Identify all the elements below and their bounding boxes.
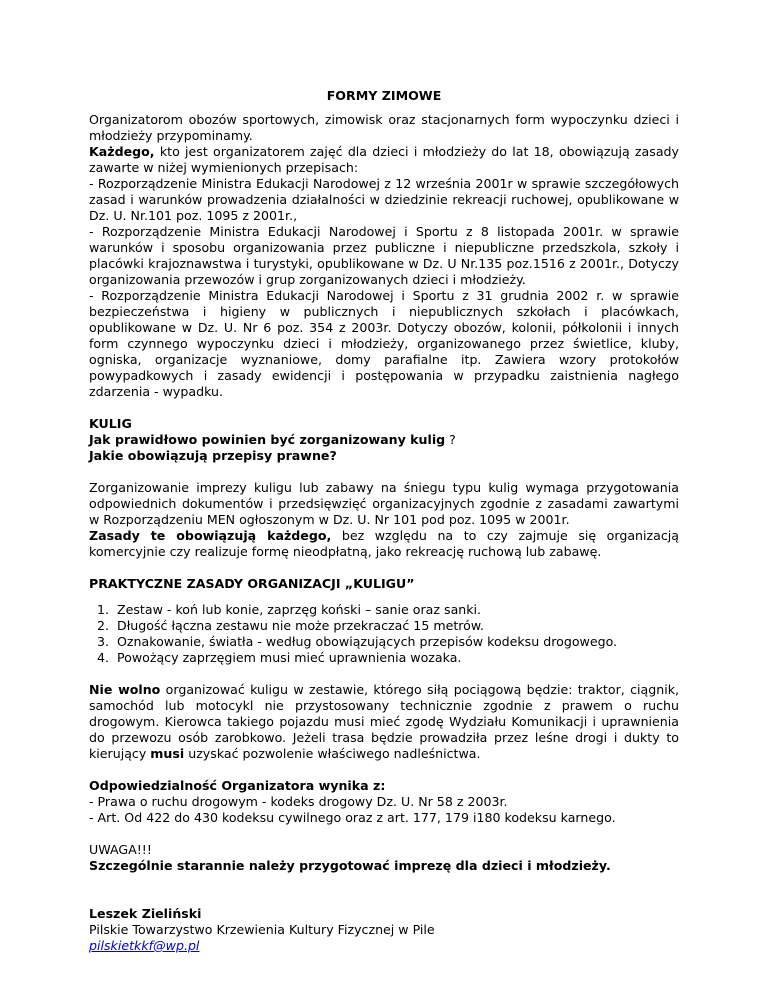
practical-list (89, 602, 679, 666)
signature-organization: Pilskie Towarzystwo Krzewienia Kultury Fizycznej w Pile (89, 922, 435, 937)
signature-email-line (89, 938, 679, 954)
signature-block (89, 906, 679, 954)
document-content (89, 88, 679, 954)
document-title: FORMY ZIMOWE (326, 88, 442, 103)
liability-section (89, 778, 679, 826)
warning-section (89, 842, 679, 874)
every-text: kto jest organizatorem zajęć dla dzieci i młodzieży do lat 18, obowiązują zasady zawarte w niżej wymienionych przepisach: (89, 144, 679, 175)
kulig-heading: KULIG (89, 416, 132, 431)
forbidden-paragraph: Nie wolno organizować kuligu w zestawie, którego siłą pociągową będzie: traktor, ciągnik, samochód lub motocykl nie przystosowany technicznie zgodnie z prawem o ruchu drogowym. Kierowca takiego pojazdu musi mieć zgodę Wydziału Komunikacji i uprawnienia do przewozu osób zarobkowo. Jeżeli trasa będzie prowadziła przez leśne drogi i dukty to kierujący musi uzyskać pozwolenie właściwego nadleśnictwa. (89, 682, 679, 761)
intro-every-paragraph (89, 144, 679, 176)
list-item: 4. Powożący zaprzęgiem musi mieć uprawnienia wozaka. (96, 650, 462, 665)
rules-text: bez względu na to czy zajmuje się organizacją komercyjnie czy realizuje formę nieodpłatną, jako rekreację ruchową lub zabawę. (89, 528, 679, 559)
regulation-1: - Rozporządzenie Ministra Edukacji Narodowej z 12 września 2001r w sprawie szczegółowych zasad i warunków prowadzenia działalności w dziedzinie rekreacji ruchowej, opublikowane w Dz. U. Nr.101 poz. 1095 z 2001r., (89, 176, 679, 223)
signature-name: Leszek Zieliński (89, 906, 202, 921)
kulig-section (89, 416, 679, 560)
kulig-rules-paragraph (89, 528, 679, 560)
every-bold: Każdego, (89, 144, 155, 159)
regulation-3: - Rozporządzenie Ministra Edukacji Narodowej i Sportu z 31 grudnia 2002 r. w sprawie bezpieczeństwa i higieny w publicznych i niepublicznych szkołach i placówkach, opublikowane w Dz. U. Nr 6 poz. 354 z 2003r. Dotyczy obozów, kolonii, półkolonii i innych form czynnego wypoczynku dzieci i młodzieży, organizowanego przez świetlice, kluby, ogniska, organizacje wyznaniowe, domy parafialne itp. Zawiera wzory protokołów powypadkowych i zasady ewidencji i postępowania w przypadku zaistnienia nagłego zdarzenia - wypadku. (89, 288, 679, 399)
liability-line-1: - Prawa o ruchu drogowym - kodeks drogowy Dz. U. Nr 58 z 2003r. (89, 794, 508, 809)
rules-bold: Zasady te obowiązują każdego, (89, 528, 332, 543)
liability-heading: Odpowiedzialność Organizatora wynika z: (89, 778, 386, 793)
practical-heading: PRAKTYCZNE ZASADY ORGANIZACJI „KULIGU” (89, 576, 415, 591)
kulig-question-1: Jak prawidłowo powinien być zorganizowany kulig ? (89, 432, 456, 447)
warning-label: UWAGA!!! (89, 842, 152, 857)
email-link[interactable]: pilskietkkf@wp.pl (89, 938, 200, 953)
kulig-paragraph: Zorganizowanie imprezy kuligu lub zabawy na śniegu typu kulig wymaga przygotowania odpowiednich dokumentów i przedsięwzięć organizacyjnych zgodnie z zasadami zawartymi w Rozporządzeniu MEN ogłoszonym w Dz. U. Nr 101 pod poz. 1095 w 2001r. (89, 480, 679, 527)
list-item: 1. Zestaw - koń lub konie, zaprzęg koński – sanie oraz sanki. (96, 602, 482, 617)
intro-section (89, 112, 679, 400)
kulig-question-2: Jakie obowiązują przepisy prawne? (89, 448, 337, 463)
liability-line-2: - Art. Od 422 do 430 kodeksu cywilnego oraz z art. 177, 179 i180 kodeksu karnego. (89, 810, 616, 825)
list-item: 3. Oznakowanie, światła - według obowiązujących przepisów kodeksu drogowego. (96, 634, 618, 649)
warning-text: Szczególnie starannie należy przygotować imprezę dla dzieci i młodzieży. (89, 858, 611, 873)
practical-section (89, 576, 679, 666)
list-item: 2. Długość łączna zestawu nie może przekraczać 15 metrów. (96, 618, 485, 633)
regulation-2: - Rozporządzenie Ministra Edukacji Narodowej i Sportu z 8 listopada 2001r. w sprawie warunków i sposobu organizowania przez publiczne i niepubliczne przedszkola, szkoły i placówki krajoznawstwa i turystyki, opublikowane w Dz. U Nr.135 poz.1516 z 2001r., Dotyczy organizowania przewozów i grup zorganizowanych dzieci i młodzieży. (89, 224, 679, 287)
intro-paragraph: Organizatorom obozów sportowych, zimowisk oraz stacjonarnych form wypoczynku dzieci i młodzieży przypominamy. (89, 112, 679, 143)
